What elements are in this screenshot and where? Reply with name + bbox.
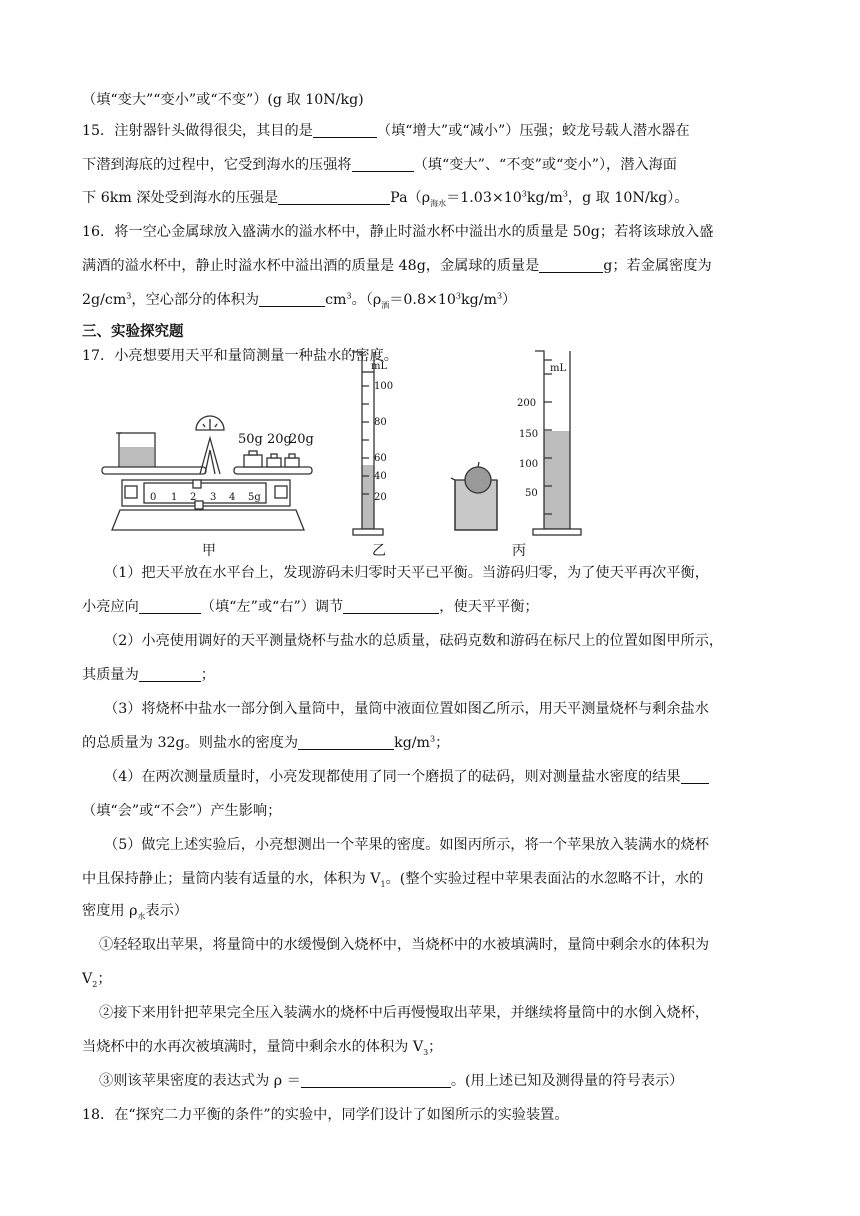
- superscript: 3: [346, 291, 352, 301]
- q15-text: （填“增大”或“减小”）压强；蛟龙号载人潜水器在: [376, 123, 690, 139]
- q17-text: （4）在两次测量质量时，小亮发现都使用了同一个磨损了的砝码，则对测量盐水密度的结果: [104, 769, 681, 785]
- q17-text: V: [82, 971, 93, 987]
- apple-beaker: [451, 462, 497, 530]
- q17-text: ；: [428, 1039, 443, 1055]
- q17-blank-2[interactable]: [343, 598, 439, 614]
- subscript: 2: [92, 979, 98, 989]
- q17-text: 。(用上述已知及测得量的符号表示）: [450, 1073, 684, 1089]
- unit-label: mL: [550, 363, 567, 374]
- figure-caption-bing: 丙: [512, 543, 526, 559]
- superscript: 3: [496, 291, 503, 301]
- right-pan: [234, 467, 312, 474]
- tick-label: 100: [374, 381, 394, 392]
- apple: [465, 467, 491, 493]
- q15-blank-3[interactable]: [278, 189, 390, 205]
- scale-label: 3: [210, 492, 217, 503]
- q15-text: kg/m: [526, 190, 563, 206]
- q17-blank-6[interactable]: [301, 1072, 451, 1088]
- q17-text: ③则该苹果密度的表达式为 ρ ＝: [99, 1073, 301, 1089]
- q17-part5-line3: [82, 901, 188, 921]
- q17-text: 的总质量为 32g。则盐水的密度为: [82, 735, 299, 751]
- subscript: 酒: [381, 300, 390, 310]
- weight-label: 20g: [289, 432, 314, 447]
- salt-water: [120, 447, 154, 467]
- q17-step2-line1: ②接下来用针把苹果完全压入装满水的烧杯中后再慢慢取出苹果，并继续将量筒中的水倒入烧杯，: [99, 1005, 710, 1021]
- q17-part5-line2: [82, 869, 703, 889]
- q17-part4-line1: [104, 767, 709, 787]
- scale-label: 0: [150, 492, 157, 503]
- q17-text: ；: [97, 971, 112, 987]
- cylinder-bing: [533, 351, 581, 535]
- q16-text: ）: [502, 292, 517, 308]
- tick-label: 80: [374, 417, 387, 428]
- balance-base: [112, 510, 304, 530]
- q15-text: Pa（ρ: [390, 190, 431, 206]
- q17-part3-line1: （3）将烧杯中盐水一部分倒入量筒中，量筒中液面位置如图乙所示，用天平测量烧杯与剩余盐水: [104, 701, 709, 717]
- subscript: 1: [380, 879, 386, 889]
- q17-step1-line1: ①轻轻取出苹果，将量筒中的水缓慢倒入烧杯中，当烧杯中的水被填满时，量筒中剩余水的体积为: [99, 937, 710, 953]
- q16-line2: [82, 256, 712, 276]
- tick-label: 50: [525, 488, 538, 499]
- q15-line3: [82, 188, 689, 208]
- q17-part1-line1: （1）把天平放在水平台上，发现游码未归零时天平已平衡。当游码归零，为了使天平再次平衡，: [104, 565, 709, 581]
- q15-blank-2[interactable]: [352, 156, 414, 172]
- scale-label: 4: [229, 492, 236, 503]
- q16-blank-1[interactable]: [539, 257, 603, 273]
- q17-part1-line2: [82, 597, 539, 617]
- q17-step3: [99, 1071, 683, 1091]
- q15-line2: [82, 155, 677, 175]
- q17-text: 其质量为: [82, 667, 139, 683]
- tick-label: 60: [374, 453, 387, 464]
- q14-tail: （填“变大”“变小”或“不变”）(g 取 10N/kg): [82, 92, 364, 108]
- subscript: 3: [423, 1047, 429, 1057]
- unit-label: mL: [371, 361, 388, 372]
- superscript: 3: [126, 291, 132, 301]
- weight-label: 20g: [267, 432, 292, 447]
- q15-text: ，g 取 10N/kg）。: [567, 190, 689, 206]
- q16-text: kg/m: [461, 292, 497, 308]
- q18-stem: 18．在“探究二力平衡的条件”的实验中，同学们设计了如图所示的实验装置。: [82, 1107, 569, 1123]
- q17-figure: [0, 340, 860, 540]
- q17-text: kg/m: [394, 735, 431, 751]
- q17-blank-4[interactable]: [298, 734, 394, 750]
- q15-text: 下 6km 深处受到海水的压强是: [82, 190, 279, 206]
- q15-line1: [82, 121, 690, 141]
- q17-text: ，使天平平衡；: [439, 599, 539, 615]
- q16-text: 2g/cm: [82, 292, 127, 308]
- weight-50g: [244, 455, 262, 467]
- q15-text: （填“变大”、“不变”或“变小”），潜入海面: [413, 157, 677, 173]
- section-title: 三、实验探究题: [82, 324, 184, 340]
- q17-part2-line2: [82, 665, 215, 685]
- q15-text: ＝1.03×10: [446, 190, 522, 206]
- weight-20g: [285, 458, 299, 467]
- scale-label: 5g: [248, 492, 261, 503]
- q17-stem: 17．小亮想要用天平和量筒测量一种盐水的密度。: [82, 348, 398, 364]
- q17-text: 密度用 ρ: [82, 903, 138, 919]
- q17-blank-1[interactable]: [139, 598, 201, 614]
- balance-labels: [238, 432, 314, 447]
- q16-text: g；若金属密度为: [603, 258, 712, 274]
- weight-label: 50g: [238, 432, 263, 447]
- q17-part2-line1: （2）小亮使用调好的天平测量烧杯与盐水的总质量，砝码克数和游码在标尺上的位置如图甲所示，: [104, 633, 724, 649]
- q17-step1-line2: [82, 969, 112, 989]
- q17-step2-line2: [82, 1037, 442, 1057]
- superscript: 3: [455, 291, 462, 301]
- tick-label: 20: [374, 492, 387, 503]
- left-pan: [102, 467, 206, 474]
- q15-text: 15．注射器针头做得很尖，其目的是: [82, 123, 313, 139]
- scale-label: 2: [190, 492, 197, 503]
- q17-part3-line2: [82, 733, 449, 753]
- scale-label: 1: [171, 492, 178, 503]
- subscript: 海水: [430, 198, 447, 208]
- q16-line3: [82, 290, 516, 310]
- tick-label: 200: [517, 398, 537, 409]
- q17-text: 小亮应向: [82, 599, 139, 615]
- rider: [193, 480, 201, 488]
- q16-text: cm: [325, 292, 347, 308]
- tick-label: 40: [374, 471, 387, 482]
- cylinder-liquid: [362, 465, 374, 529]
- figure-caption-jia: 甲: [202, 543, 216, 559]
- superscript: 3: [521, 189, 527, 199]
- q17-part4-line2: （填“会”或“不会”）产生影响；: [82, 803, 282, 819]
- tick-label: 100: [519, 459, 539, 470]
- tick-label: 150: [519, 429, 539, 440]
- q15-text: 下潜到海底的过程中，它受到海水的压强将: [82, 157, 352, 173]
- superscript: 3: [562, 189, 568, 199]
- q16-line1: 16．将一空心金属球放入盛满水的溢水杯中，静止时溢水杯中溢出水的质量是 50g；若将该球放入盛: [82, 224, 714, 240]
- q17-text: （填“左”或“右”）调节: [200, 599, 344, 615]
- q17-part5-line1: （5）做完上述实验后，小亮想测出一个苹果的密度。如图丙所示，将一个苹果放入装满水的烧杯: [104, 837, 709, 853]
- weight-20g: [267, 458, 281, 467]
- cylinder-yi: [352, 352, 383, 535]
- q17-text: ；: [200, 667, 215, 683]
- q17-text: 。(整个实验过程中苹果表面沾的水忽略不计，水的: [385, 871, 704, 887]
- q16-blank-2[interactable]: [259, 291, 325, 307]
- q17-blank-3[interactable]: [139, 666, 201, 682]
- q16-text: ，空心部分的体积为: [131, 292, 260, 308]
- q17-text: ；: [435, 735, 450, 751]
- q16-text: 。（ρ: [351, 292, 382, 308]
- q16-text: ＝0.8×10: [389, 292, 456, 308]
- superscript: 3: [430, 734, 436, 744]
- q15-blank-1[interactable]: [313, 122, 377, 138]
- q16-text: 满酒的溢水杯中，静止时溢水杯中溢出酒的质量是 48g，金属球的质量是: [82, 258, 540, 274]
- figure-caption-yi: 乙: [372, 543, 386, 559]
- q17-text: 表示）: [145, 903, 188, 919]
- q17-blank-5[interactable]: [681, 768, 709, 784]
- q17-text: 当烧杯中的水再次被填满时，量筒中剩余水的体积为 V: [82, 1039, 424, 1055]
- q17-text: 中且保持静止；量筒内装有适量的水，体积为 V: [82, 871, 381, 887]
- subscript: 水: [137, 911, 146, 921]
